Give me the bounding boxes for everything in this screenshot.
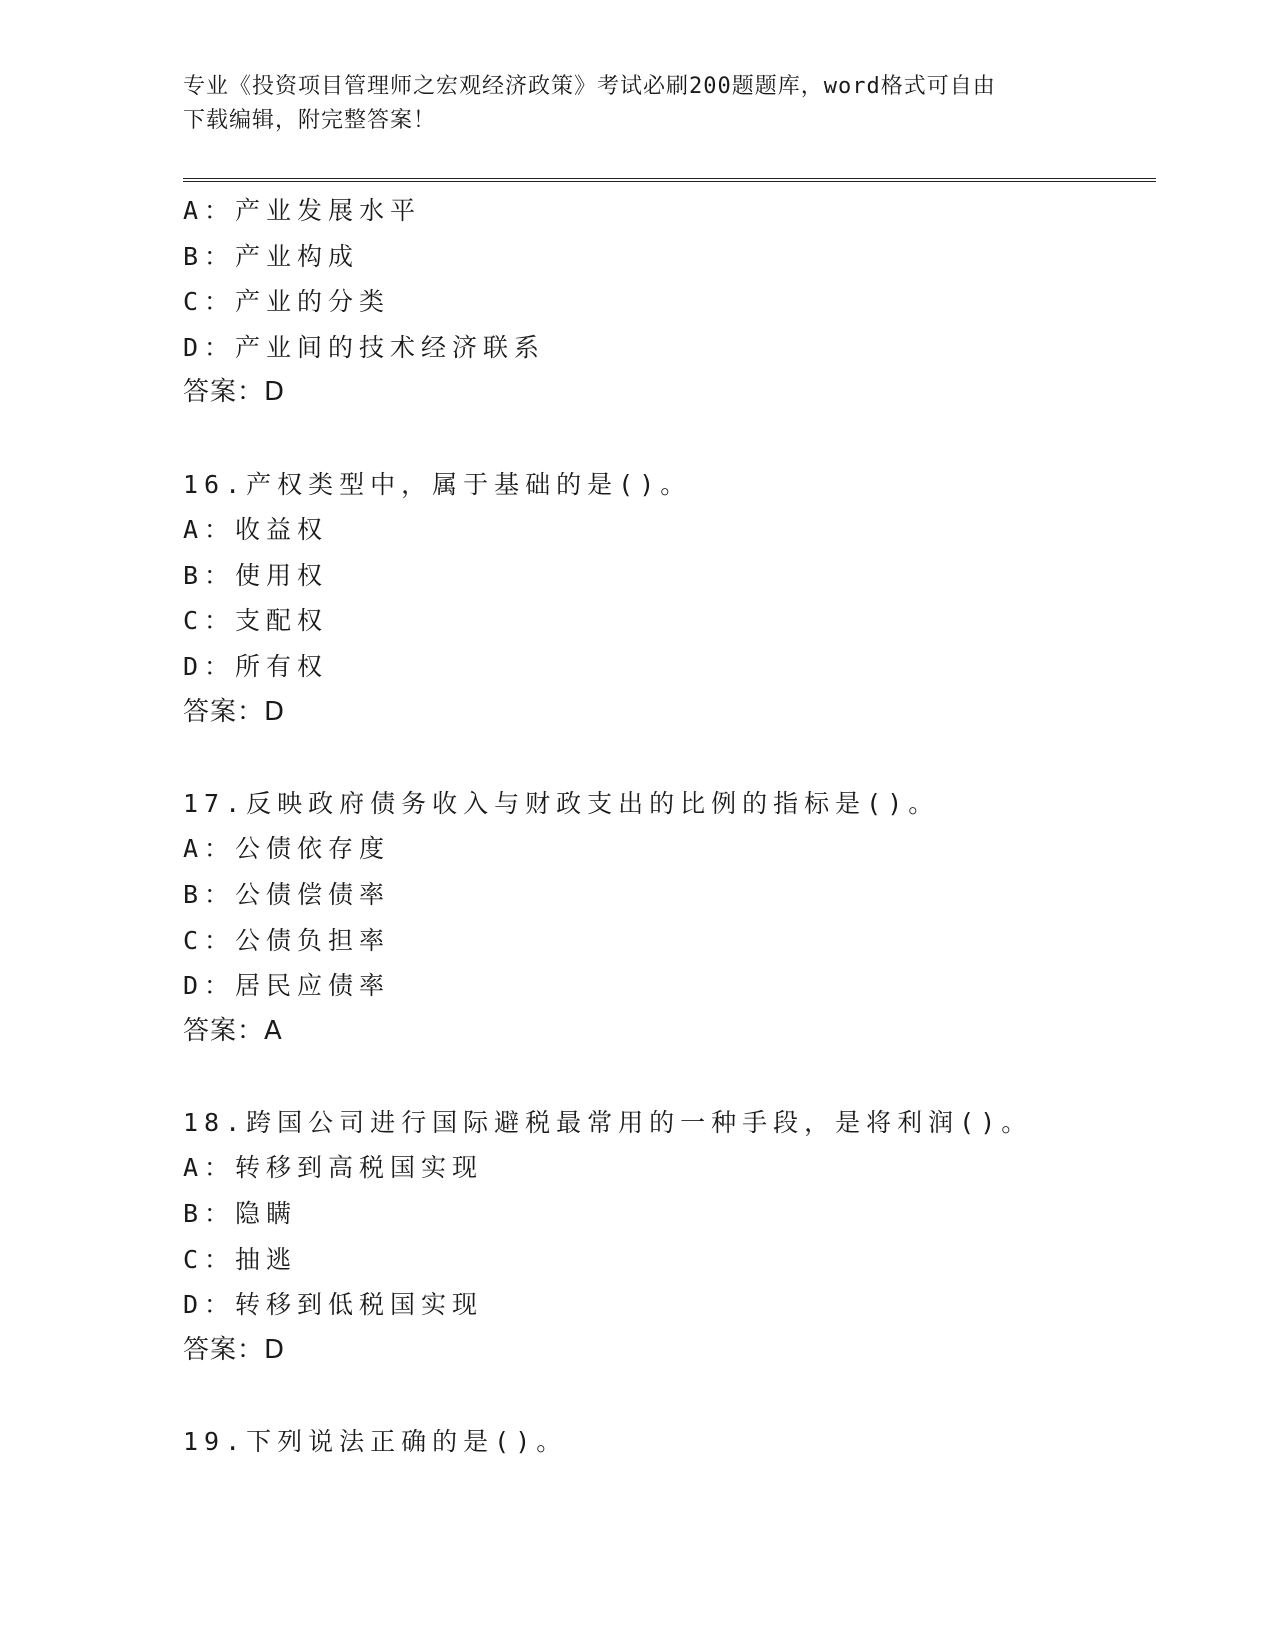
answer-label: 答案：A [183,1015,283,1046]
question-block-16 [183,462,1156,736]
header-title-line-2: 下载编辑，附完整答案！ [183,108,437,133]
option-b: B：使用权 [183,560,329,590]
option-c: C：抽逃 [183,1244,298,1274]
question-block-15 [183,188,1156,416]
option-d: D：居民应债率 [183,971,391,1001]
option-b: B：产业构成 [183,241,360,271]
option-c: C：支配权 [183,606,329,636]
option-c: C：公债负担率 [183,925,391,955]
answer-label: 答案：D [183,1334,286,1365]
option-a: A：产业发展水平 [183,196,422,225]
question-text: 18.跨国公司进行国际避税最常用的一种手段，是将利润()。 [183,1107,1033,1137]
spacer [183,1054,1156,1100]
question-block-18 [183,1100,1156,1374]
option-c: C：产业的分类 [183,287,391,317]
option-a: A：转移到高税国实现 [183,1153,484,1183]
option-d: D：产业间的技术经济联系 [183,332,546,362]
answer-label: 答案：D [183,377,286,408]
question-text: 17.反映政府债务收入与财政支出的比例的指标是()。 [183,788,940,818]
spacer [183,416,1156,462]
document-header [183,70,1063,138]
option-b: B：公债偿债率 [183,879,391,909]
option-b: B：隐瞒 [183,1199,298,1229]
spacer [183,1373,1156,1419]
question-text: 19.下列说法正确的是()。 [183,1427,568,1457]
header-title-line-1: 专业《投资项目管理师之宏观经济政策》考试必刷200题题库，word格式可自由 [183,74,996,99]
answer-label: 答案：D [183,696,286,727]
question-block-17 [183,781,1156,1055]
question-text: 16.产权类型中，属于基础的是()。 [183,469,692,499]
option-a: A：公债依存度 [183,834,391,864]
question-list [183,188,1156,1465]
question-block-19 [183,1419,1156,1465]
spacer [183,735,1156,781]
option-d: D：所有权 [183,651,329,681]
option-d: D：转移到低税国实现 [183,1290,484,1320]
option-a: A：收益权 [183,515,329,545]
header-divider [183,178,1156,182]
